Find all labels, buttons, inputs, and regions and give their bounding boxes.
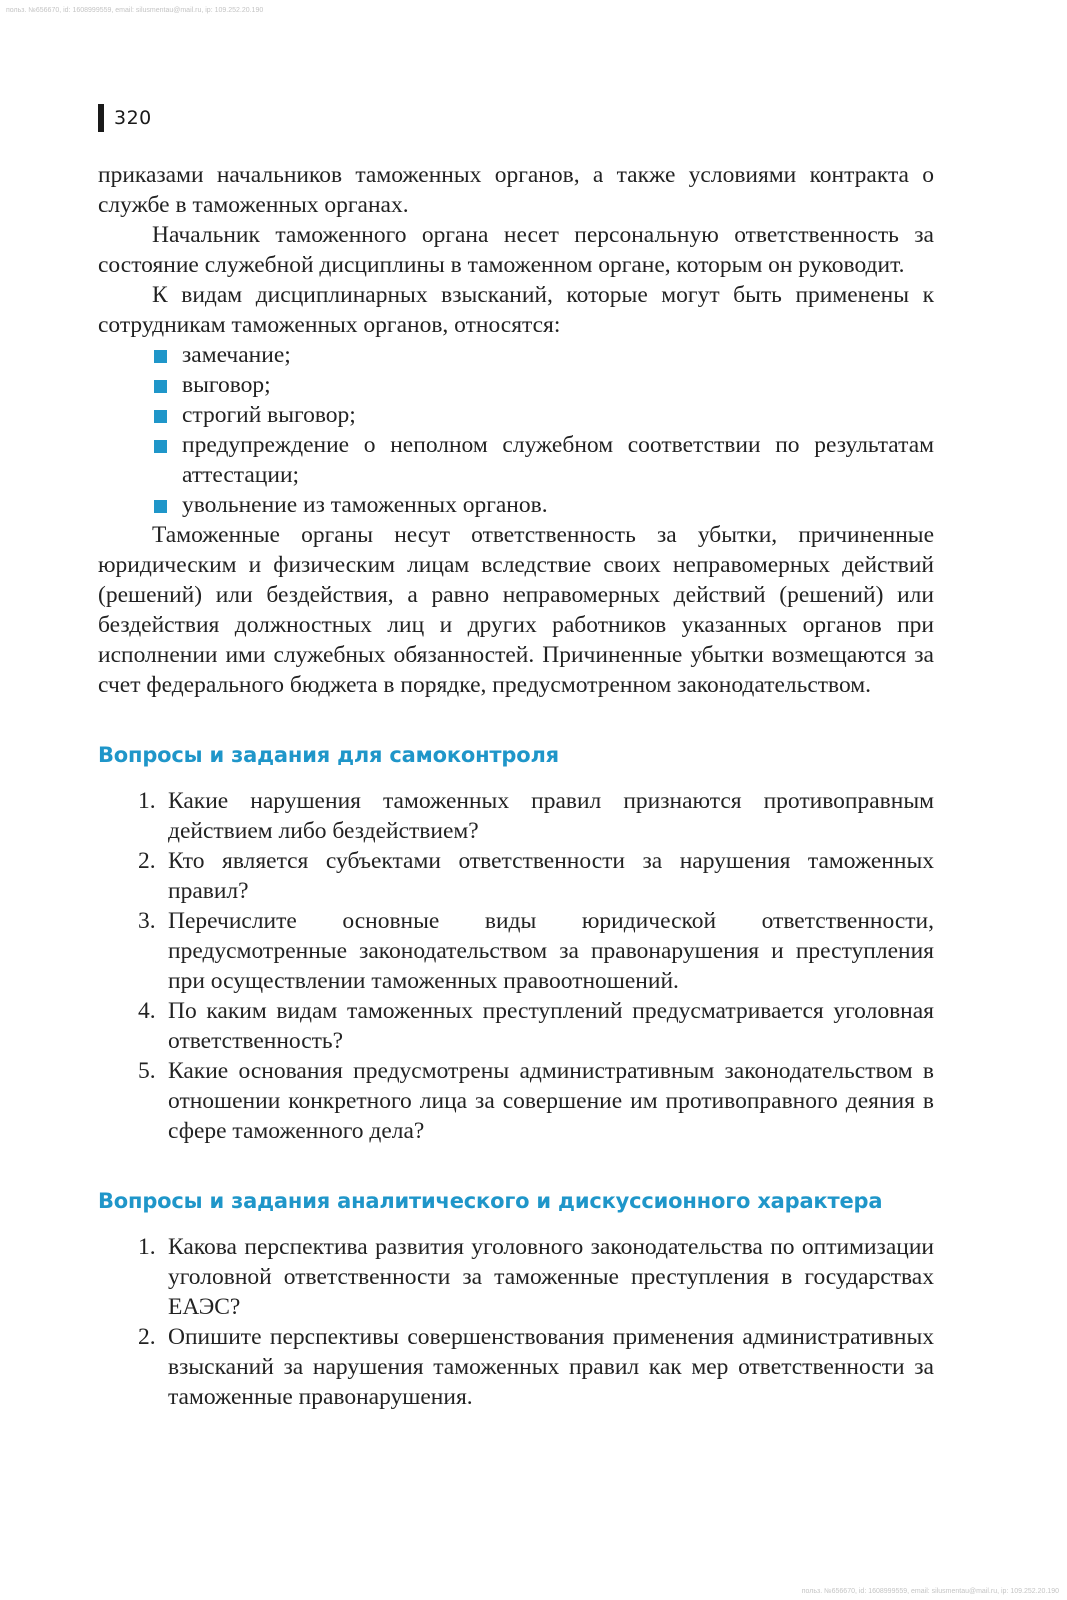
item-number: 5. — [138, 1058, 156, 1084]
paragraph: Таможенные органы несут ответственность за убытки, причиненные юридическим и физическим лицам вследствие своих неправомерных действий (решений) или бездействия, а равно неправомерных действий (решений) или бездействия должностных лиц и других работников указанных органов при исполнении ими служебных обязанностей. Причиненные убытки возмещаются за счет федерального бюджета в порядке, предусмотренном законодательством. — [98, 522, 934, 698]
section-heading-analytical: Вопросы и задания аналитического и дискуссионного характера — [98, 1189, 883, 1213]
item-number: 4. — [138, 998, 156, 1024]
section-heading-self-control: Вопросы и задания для самоконтроля — [98, 743, 559, 767]
list-item: предупреждение о неполном служебном соответствии по результатам аттестации; — [152, 430, 934, 490]
item-number: 2. — [138, 1324, 156, 1350]
page-content — [98, 160, 934, 1412]
item-number: 3. — [138, 908, 156, 934]
watermark-top: польз. №656670, id: 1608999559, email: silusmentau@mail.ru, ip: 109.252.20.190 — [6, 7, 264, 14]
square-bullet-icon — [154, 500, 167, 513]
square-bullet-icon — [154, 410, 167, 423]
item-number: 2. — [138, 848, 156, 874]
list-item: 4. По каким видам таможенных преступлений предусматривается уголовная ответственность? — [138, 998, 934, 1054]
list-item: 1. Какие нарушения таможенных правил признаются противоправным действием либо бездействием? — [138, 788, 934, 844]
list-item: 1. Какова перспектива развития уголовного законодательства по оптимизации уголовной ответственности за таможенные преступления в государствах ЕАЭС? — [138, 1234, 934, 1320]
list-item: 5. Какие основания предусмотрены административным законодательством в отношении конкретного лица за совершение им противоправного деяния в сфере таможенного дела? — [138, 1058, 934, 1144]
list-item: увольнение из таможенных органов. — [152, 490, 934, 520]
square-bullet-icon — [154, 350, 167, 363]
paragraph: Начальник таможенного органа несет персональную ответственность за состояние служебной дисциплины в таможенном органе, которым он руководит. — [98, 222, 934, 278]
square-bullet-icon — [154, 440, 167, 453]
list-item: замечание; — [152, 340, 934, 370]
paragraph: К видам дисциплинарных взысканий, которые могут быть применены к сотрудникам таможенных органов, относятся: — [98, 282, 934, 338]
analytical-questions — [98, 1232, 934, 1412]
list-item: строгий выговор; — [152, 400, 934, 430]
watermark-bottom: польз. №656670, id: 1608999559, email: silusmentau@mail.ru, ip: 109.252.20.190 — [801, 1588, 1059, 1595]
square-bullet-icon — [154, 380, 167, 393]
penalty-list — [98, 340, 934, 520]
paragraph: приказами начальников таможенных органов, а также условиями контракта о службе в таможенных органах. — [98, 162, 934, 218]
self-control-questions — [98, 786, 934, 1146]
list-item: выговор; — [152, 370, 934, 400]
page-marker-bar — [98, 104, 104, 132]
list-item: 2. Кто является субъектами ответственности за нарушения таможенных правил? — [138, 848, 934, 904]
item-number: 1. — [138, 1234, 156, 1260]
page-header — [98, 104, 152, 132]
list-item: 2. Опишите перспективы совершенствования применения административных взысканий за нарушения таможенных правил как мер ответственности за таможенные правонарушения. — [138, 1324, 934, 1410]
item-number: 1. — [138, 788, 156, 814]
list-item: 3. Перечислите основные виды юридической ответственности, предусмотренные законодательством за правонарушения и преступления при осуществлении таможенных правоотношений. — [138, 908, 934, 994]
page-number: 320 — [114, 107, 152, 129]
